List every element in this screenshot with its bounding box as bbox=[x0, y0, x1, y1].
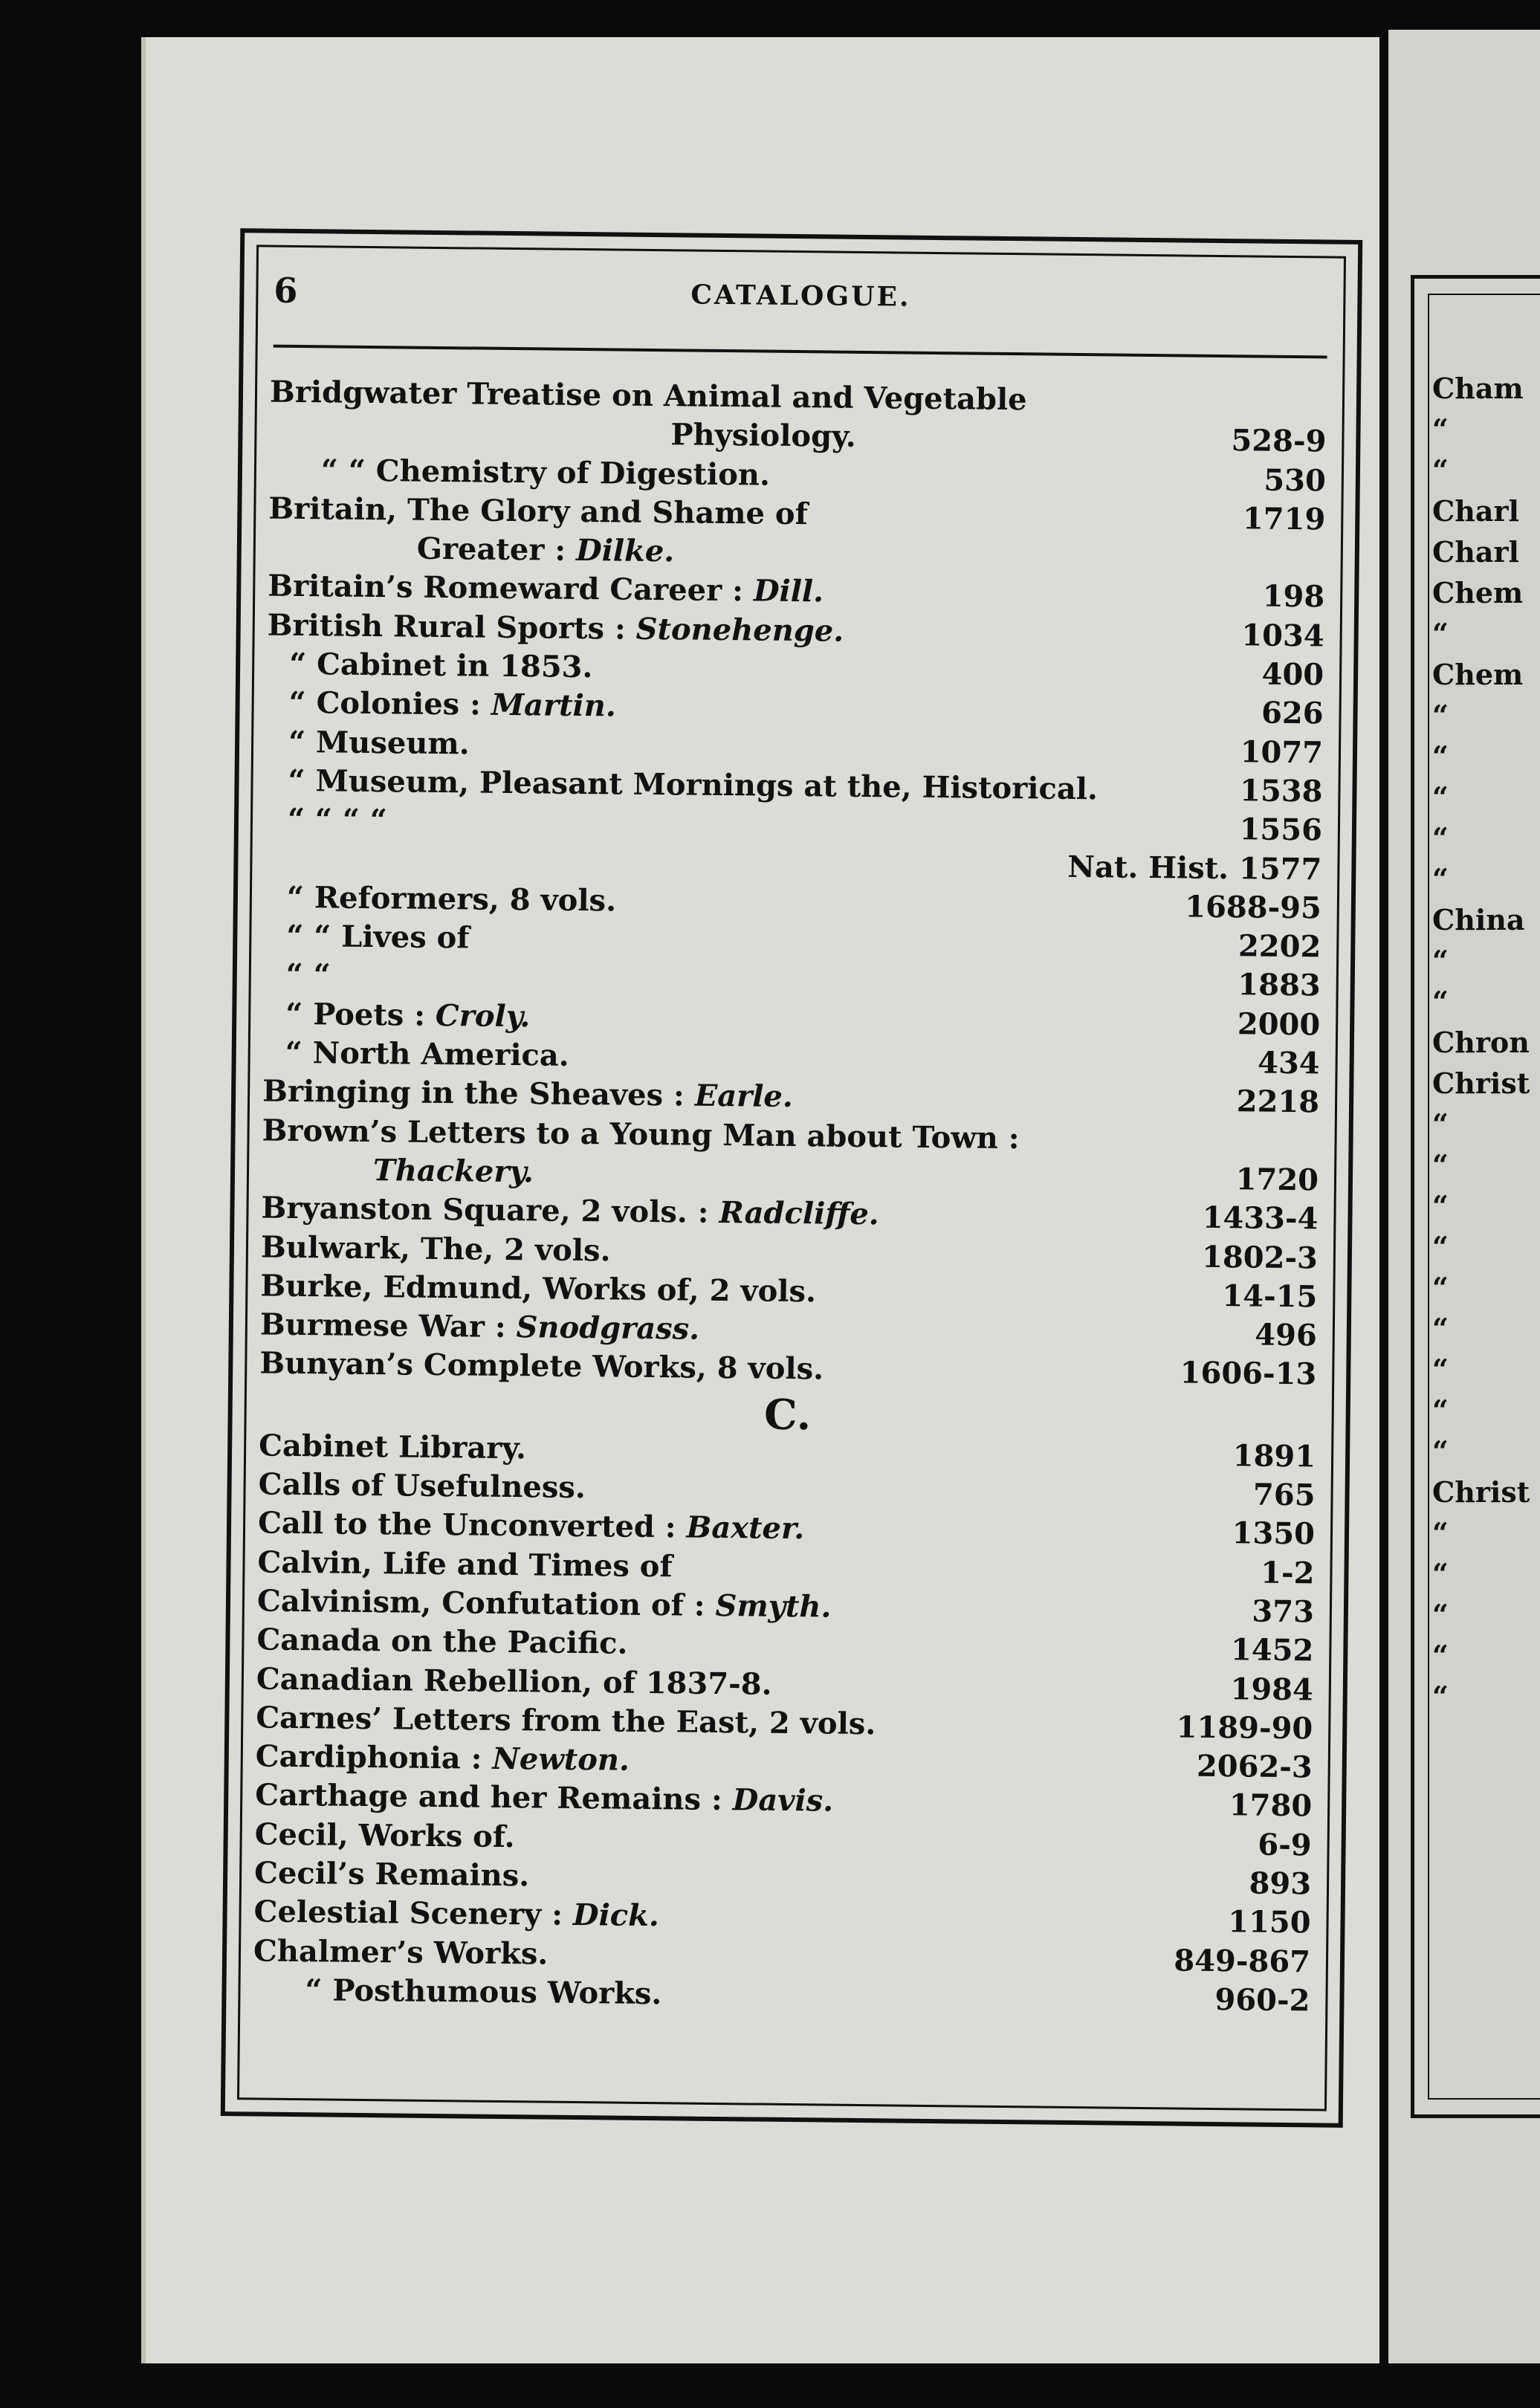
entry-title: Calvinism, Confutation of : Smyth. bbox=[256, 1583, 832, 1625]
entry-author: Smyth. bbox=[715, 1587, 832, 1625]
right-page-fragment: Chron bbox=[1432, 1026, 1530, 1059]
entry-number: 765 bbox=[1252, 1477, 1316, 1513]
right-page-fragment: “ bbox=[1432, 617, 1449, 650]
entry-title: Bridgwater Treatise on Animal and Vegetable bbox=[269, 374, 1027, 418]
entry-title: Canadian Rebellion, of 1837-8. bbox=[256, 1660, 772, 1702]
entry-title: “ “ “ “ bbox=[287, 802, 388, 838]
entry-title: Brown’s Letters to a Young Man about Town : bbox=[262, 1113, 1020, 1156]
right-page-fragment: “ bbox=[1432, 1312, 1449, 1345]
entry-title: Physiology. bbox=[670, 417, 856, 455]
entry-number: 1-2 bbox=[1260, 1555, 1315, 1591]
entry-number: 2000 bbox=[1237, 1006, 1321, 1043]
entry-title: “ North America. bbox=[285, 1035, 569, 1073]
right-page-fragment: “ bbox=[1432, 985, 1449, 1018]
right-page-frame bbox=[1411, 275, 1540, 2118]
right-page-fragment: “ bbox=[1432, 780, 1449, 814]
entry-title: “ Cabinet in 1853. bbox=[288, 646, 593, 685]
entry-number: 1984 bbox=[1230, 1671, 1314, 1707]
right-page-fragment: “ bbox=[1432, 739, 1449, 773]
entry-number: 496 bbox=[1255, 1317, 1318, 1353]
page-title: CATALOGUE. bbox=[690, 279, 911, 313]
right-page-fragment: “ bbox=[1432, 1271, 1449, 1304]
entry-title: Cecil, Works of. bbox=[254, 1816, 515, 1854]
entry-number: 400 bbox=[1261, 656, 1324, 693]
entry-number: 1150 bbox=[1227, 1904, 1311, 1941]
entry-author: Davis. bbox=[732, 1782, 834, 1819]
entry-number: 2202 bbox=[1238, 928, 1321, 965]
entry-author: Thackery. bbox=[372, 1153, 534, 1190]
entry-number: 1688-95 bbox=[1185, 889, 1322, 926]
entry-number: 2062-3 bbox=[1196, 1748, 1313, 1785]
right-page-fragment: “ bbox=[1432, 1394, 1449, 1427]
entry-title: Carthage and her Remains : Davis. bbox=[255, 1777, 834, 1819]
entry-title: “ “ bbox=[285, 957, 331, 993]
entry-number: 530 bbox=[1264, 462, 1327, 499]
right-page-fragment: “ bbox=[1432, 1598, 1449, 1631]
entry-number: 1720 bbox=[1235, 1162, 1319, 1198]
entry-title: “ “ Lives of bbox=[286, 919, 470, 956]
right-page-fragment: Christ bbox=[1432, 1067, 1530, 1100]
entry-number: 1077 bbox=[1240, 734, 1324, 771]
right-page-fragment: “ bbox=[1432, 699, 1449, 732]
entry-author: Dill. bbox=[753, 573, 824, 609]
entry-title: Call to the Unconverted : Baxter. bbox=[257, 1505, 805, 1547]
entry-title: Britain, The Glory and Shame of bbox=[268, 491, 809, 532]
page-number: 6 bbox=[274, 270, 298, 311]
entry-author: Martin. bbox=[491, 687, 617, 724]
entry-number: 626 bbox=[1261, 695, 1324, 731]
right-page-fragment: Cham bbox=[1432, 372, 1524, 405]
right-page-fragment: “ bbox=[1432, 1230, 1449, 1263]
entry-number: 198 bbox=[1262, 579, 1325, 615]
section-letter: C. bbox=[763, 1390, 812, 1440]
entry-number: 1719 bbox=[1242, 501, 1326, 537]
entry-title: “ Posthumous Works. bbox=[305, 1972, 662, 2012]
entry-number: Nat. Hist. 1577 bbox=[1067, 849, 1322, 887]
entry-title bbox=[373, 1153, 534, 1189]
entry-title: Carnes’ Letters from the East, 2 vols. bbox=[256, 1700, 876, 1742]
entry-number: 960-2 bbox=[1214, 1981, 1310, 2019]
catalogue-frame bbox=[221, 228, 1363, 2128]
right-page-fragment: “ bbox=[1432, 1189, 1449, 1223]
entry-number: 1606-13 bbox=[1180, 1355, 1317, 1392]
entry-title: Britain’s Romeward Career : Dill. bbox=[268, 569, 824, 609]
right-page-fragment: “ bbox=[1432, 1107, 1449, 1141]
entry-title: British Rural Sports : Stonehenge. bbox=[267, 607, 844, 649]
entry-title: Bryanston Square, 2 vols. : Radcliffe. bbox=[261, 1190, 879, 1232]
entry-title: Bunyan’s Complete Works, 8 vols. bbox=[259, 1345, 824, 1387]
entry-title: Calls of Usefulness. bbox=[258, 1466, 586, 1506]
right-page-fragment: “ bbox=[1432, 1148, 1449, 1182]
entry-title: Cabinet Library. bbox=[258, 1428, 527, 1466]
entry-number: 6-9 bbox=[1258, 1827, 1312, 1863]
entry-number: 849-867 bbox=[1174, 1943, 1311, 1979]
entry-number: 893 bbox=[1249, 1865, 1312, 1902]
right-page-fragment: Charl bbox=[1432, 494, 1519, 528]
right-page-fragment: “ bbox=[1432, 1434, 1449, 1468]
entry-title: Cardiphonia : Newton. bbox=[255, 1738, 630, 1778]
entry-number: 2218 bbox=[1236, 1084, 1320, 1120]
entry-title: Bulwark, The, 2 vols. bbox=[260, 1229, 611, 1268]
entry-title: “ Poets : Croly. bbox=[285, 996, 531, 1035]
right-page-fragment: “ bbox=[1432, 821, 1449, 855]
right-page-fragment: “ bbox=[1432, 1639, 1449, 1672]
right-page-fragment: “ bbox=[1432, 862, 1449, 896]
right-page-fragment: Chem bbox=[1432, 658, 1524, 691]
entry-title: Greater : Dilke. bbox=[416, 531, 675, 569]
entry-title: Burke, Edmund, Works of, 2 vols. bbox=[260, 1268, 817, 1310]
right-page-fragment: Christ bbox=[1432, 1475, 1530, 1509]
entry-number: 1189-90 bbox=[1176, 1709, 1313, 1747]
right-page-fragment: “ bbox=[1432, 1680, 1449, 1713]
entry-author: Dick. bbox=[572, 1897, 660, 1934]
entry-number: 1556 bbox=[1239, 812, 1323, 848]
right-page-fragment: “ bbox=[1432, 412, 1449, 446]
right-page-fragment: “ bbox=[1432, 1353, 1449, 1386]
entry-author: Snodgrass. bbox=[516, 1310, 700, 1347]
entry-author: Earle. bbox=[694, 1078, 794, 1115]
entry-number: 1891 bbox=[1232, 1437, 1316, 1475]
entry-number: 1433-4 bbox=[1202, 1200, 1319, 1237]
entry-title: “ Museum, Pleasant Mornings at the, Historical. bbox=[288, 763, 1099, 807]
entry-title: “ Colonies : Martin. bbox=[288, 685, 617, 724]
entry-number: 434 bbox=[1257, 1045, 1320, 1081]
right-page-fragment: “ bbox=[1432, 1557, 1449, 1590]
entry-number: 1780 bbox=[1229, 1787, 1313, 1824]
entry-author: Baxter. bbox=[686, 1509, 805, 1547]
right-page-fragment: “ bbox=[1432, 1516, 1449, 1550]
entry-author: Croly. bbox=[435, 997, 531, 1035]
entry-number: 1452 bbox=[1230, 1632, 1314, 1669]
entry-number: 14-15 bbox=[1222, 1278, 1318, 1315]
entry-title: “ “ Chemistry of Digestion. bbox=[320, 452, 771, 493]
right-page-fragment: Chem bbox=[1432, 576, 1524, 609]
entry-number: 1034 bbox=[1241, 618, 1324, 654]
catalogue-entries bbox=[253, 375, 1327, 2022]
entry-author: Dilke. bbox=[575, 533, 675, 569]
entry-title: Cecil’s Remains. bbox=[253, 1855, 530, 1894]
entry-number: 528-9 bbox=[1231, 423, 1327, 459]
entry-author: Radcliffe. bbox=[719, 1195, 879, 1232]
entry-number: 1538 bbox=[1239, 773, 1323, 809]
right-page-fragments bbox=[1432, 368, 1530, 1717]
entry-author: Stonehenge. bbox=[635, 611, 844, 649]
entry-title: Celestial Scenery : Dick. bbox=[253, 1894, 660, 1934]
entry-title: Burmese War : Snodgrass. bbox=[259, 1307, 700, 1347]
entry-number: 1883 bbox=[1238, 967, 1321, 1003]
entry-title: Calvin, Life and Times of bbox=[257, 1544, 673, 1584]
right-page-fragment: “ bbox=[1432, 453, 1449, 487]
right-page-fragment: Charl bbox=[1432, 535, 1519, 569]
entry-number: 1350 bbox=[1232, 1515, 1316, 1552]
entry-title: “ Reformers, 8 vols. bbox=[286, 879, 617, 919]
right-page-fragment: “ bbox=[1432, 944, 1449, 977]
entry-number: 373 bbox=[1252, 1593, 1315, 1630]
entry-author: Newton. bbox=[492, 1741, 630, 1778]
entry-title: Chalmer’s Works. bbox=[253, 1933, 549, 1972]
entry-title: “ Museum. bbox=[288, 724, 470, 762]
entry-title: Canada on the Pacific. bbox=[256, 1622, 628, 1661]
right-page-fragment: China bbox=[1432, 903, 1525, 936]
entry-title: Bringing in the Sheaves : Earle. bbox=[262, 1073, 794, 1115]
entry-number: 1802-3 bbox=[1201, 1239, 1319, 1275]
